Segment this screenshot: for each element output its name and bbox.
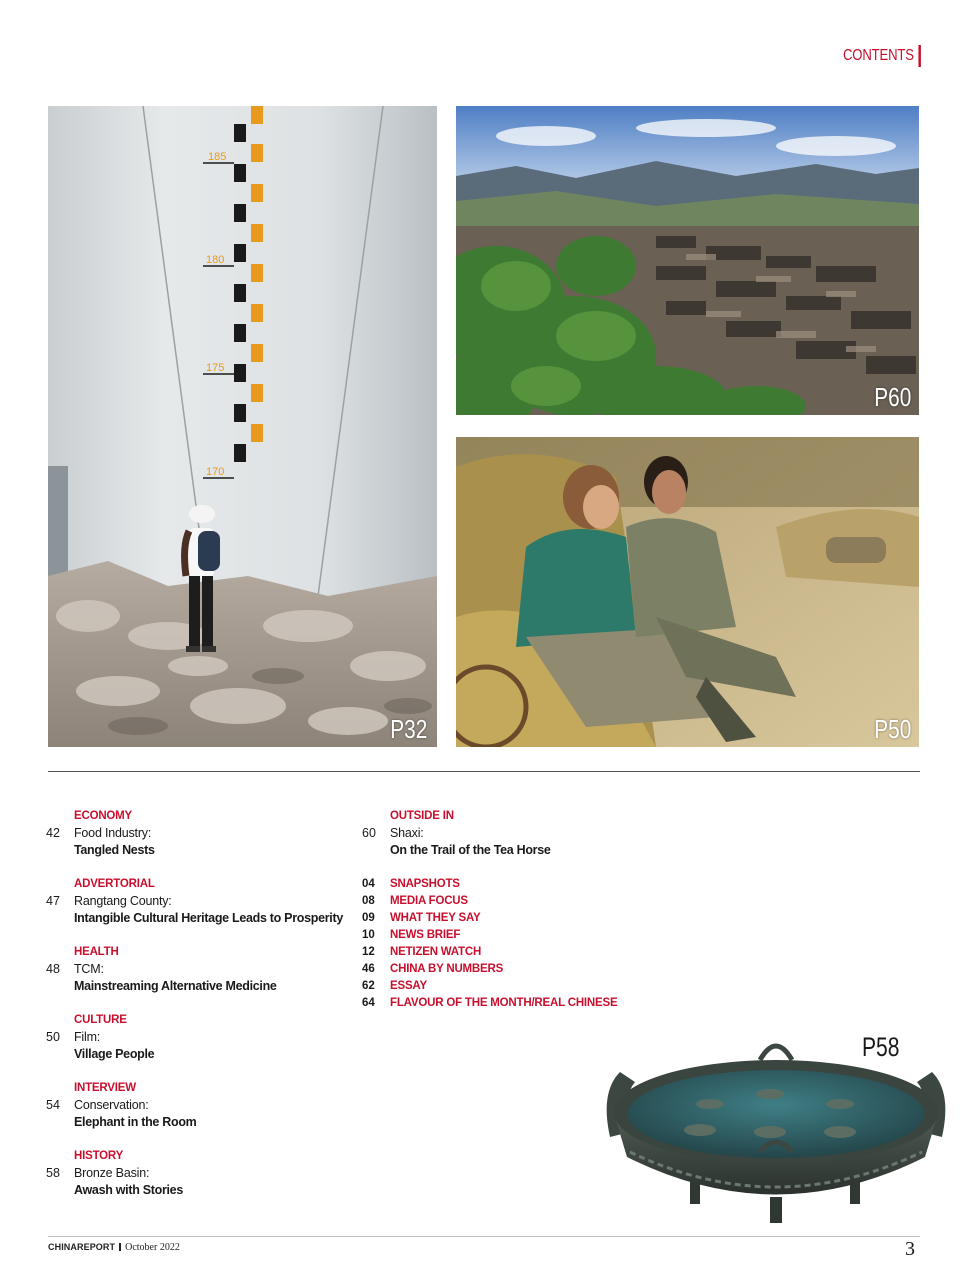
entry-title: Awash with Stories [74, 1183, 183, 1197]
item-title: MEDIA FOCUS [390, 895, 468, 907]
toc-item-netizen-watch[interactable] [362, 944, 617, 961]
page-number: 42 [46, 826, 60, 840]
photo-p32-image [48, 106, 437, 747]
toc-item-china-by-numbers[interactable] [362, 961, 617, 978]
toc-item-media-focus[interactable] [362, 893, 617, 910]
toc-item-flavour-of-the-month[interactable] [362, 995, 618, 1012]
toc-section-outside-in[interactable] [362, 808, 551, 859]
page-number: 08 [362, 895, 375, 907]
page-number: 62 [362, 980, 375, 992]
page-number: 60 [362, 826, 376, 840]
entry-subtitle: Food Industry: [74, 826, 152, 840]
item-title: NEWS BRIEF [390, 929, 461, 941]
toc-section-interview[interactable] [46, 1080, 197, 1131]
item-title: WHAT THEY SAY [390, 912, 481, 924]
toc-section-health[interactable] [46, 944, 277, 995]
toc-item-what-they-say[interactable] [362, 910, 617, 927]
footer-date: October 2022 [125, 1242, 180, 1253]
page-number: 64 [362, 997, 375, 1009]
photo-label-p60: P60 [873, 382, 911, 412]
page-number: 54 [46, 1098, 60, 1112]
gauge-mark-180: 180 [206, 254, 225, 266]
entry-subtitle: TCM: [74, 962, 104, 976]
entry-title: Elephant in the Room [74, 1115, 197, 1129]
photo-p58 [600, 1032, 952, 1228]
page-number: 50 [46, 1030, 60, 1044]
photo-label-p32: P32 [389, 714, 427, 744]
divider [48, 771, 920, 772]
bronze-basin-image [600, 1032, 952, 1228]
photo-p32 [48, 106, 437, 747]
footer-brand-line [48, 1242, 180, 1253]
entry-title: Village People [74, 1047, 155, 1061]
section-heading: HEALTH [74, 946, 119, 958]
toc-regulars-list [362, 876, 618, 1012]
footer-separator [119, 1243, 121, 1251]
page-number: 47 [46, 894, 60, 908]
page-number: 04 [362, 878, 375, 890]
toc-section-history[interactable] [46, 1148, 183, 1199]
toc-item-snapshots[interactable] [362, 876, 617, 893]
toc-item-news-brief[interactable] [362, 927, 617, 944]
footer-brand: CHINAREPORT [48, 1242, 116, 1252]
toc-section-economy[interactable] [46, 808, 155, 859]
section-heading: OUTSIDE IN [390, 810, 454, 822]
item-title: SNAPSHOTS [390, 878, 460, 890]
section-heading: ECONOMY [74, 810, 133, 822]
footer-divider [48, 1236, 920, 1237]
section-heading: CULTURE [74, 1014, 127, 1026]
gauge-mark-185: 185 [208, 151, 227, 163]
photo-p60-image [456, 106, 919, 415]
item-title: NETIZEN WATCH [390, 946, 482, 958]
page-number: 10 [362, 929, 375, 941]
photo-p50-image [456, 437, 919, 747]
page-number: 46 [362, 963, 375, 975]
page-number: 58 [46, 1166, 60, 1180]
entry-subtitle: Bronze Basin: [74, 1166, 150, 1180]
page-number: 48 [46, 962, 60, 976]
entry-title: On the Trail of the Tea Horse [390, 843, 551, 857]
page-number-footer: 3 [905, 1238, 915, 1260]
entry-subtitle: Conservation: [74, 1098, 149, 1112]
photo-label-p58: P58 [862, 1032, 900, 1062]
entry-title: Intangible Cultural Heritage Leads to Prosperity [74, 911, 343, 925]
toc-section-advertorial[interactable] [46, 876, 343, 927]
contents-tab: CONTENTS [843, 45, 921, 67]
section-heading: HISTORY [74, 1150, 124, 1162]
entry-subtitle: Rangtang County: [74, 894, 172, 908]
item-title: ESSAY [390, 980, 427, 992]
photo-label-p50: P50 [873, 714, 911, 744]
photo-p50 [456, 437, 919, 747]
gauge-mark-175: 175 [206, 362, 225, 374]
toc-item-essay[interactable] [362, 978, 617, 995]
section-heading: INTERVIEW [74, 1082, 136, 1094]
item-title: FLAVOUR OF THE MONTH/REAL CHINESE [390, 997, 618, 1009]
gauge-mark-170: 170 [206, 466, 225, 478]
section-heading: ADVERTORIAL [74, 878, 155, 890]
page-number: 12 [362, 946, 375, 958]
entry-subtitle: Film: [74, 1030, 101, 1044]
entry-title: Tangled Nests [74, 843, 155, 857]
entry-title: Mainstreaming Alternative Medicine [74, 979, 277, 993]
item-title: CHINA BY NUMBERS [390, 963, 504, 975]
page-number: 09 [362, 912, 375, 924]
toc-section-culture[interactable] [46, 1012, 155, 1063]
entry-subtitle: Shaxi: [390, 826, 424, 840]
photo-p60 [456, 106, 919, 415]
